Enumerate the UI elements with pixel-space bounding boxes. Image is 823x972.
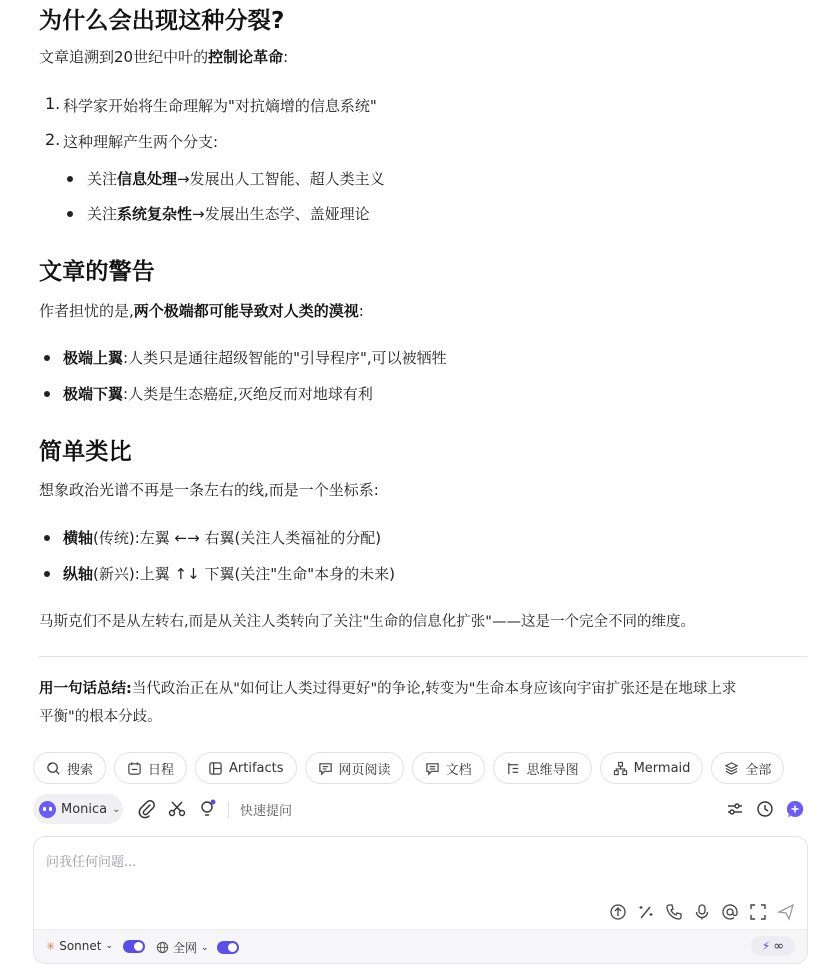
sliders-icon[interactable] [725, 799, 745, 819]
calendar-icon [127, 761, 142, 776]
model-selector[interactable] [33, 794, 123, 824]
ordered-number: 2. [45, 130, 61, 149]
globe-icon [156, 941, 169, 954]
scissors-icon[interactable] [167, 799, 187, 819]
lightning-icon: ⚡ [761, 939, 771, 953]
artifacts-icon [208, 761, 223, 776]
bulb-icon[interactable] [197, 799, 217, 819]
heading-warning: 文章的警告 [39, 259, 155, 285]
mindmap-icon [506, 761, 521, 776]
chip-label: 日程 [148, 762, 175, 778]
bullet [67, 176, 73, 182]
divider [39, 656, 807, 657]
document-icon [425, 761, 440, 776]
quick-ask-button[interactable]: 快速提问 [240, 804, 293, 819]
chip-mermaid[interactable] [600, 752, 704, 784]
extreme-text: 极端上翼:人类只是通往超级智能的"引导程序",可以被牺牲 [63, 349, 447, 367]
tool-chip-bar [33, 752, 784, 786]
model-name: Monica [61, 801, 108, 817]
chip-label: 全部 [745, 762, 772, 778]
paperclip-icon[interactable] [137, 799, 157, 819]
summary-paragraph: 用一句话总结:当代政治正在从"如何让人类过得更好"的争论,转变为"生命本身应该向宇宙扩张还是在地球上求 平衡"的根本分歧。 [39, 681, 737, 725]
chip-label: 搜索 [67, 762, 94, 778]
branch-text: 关注系统复杂性→发展出生态学、盖娅理论 [87, 205, 370, 223]
warning-paragraph: 作者担忧的是,两个极端都可能导致对人类的漠视: [39, 302, 364, 320]
chip-label: 文档 [445, 762, 472, 778]
chip-label: 思维导图 [526, 762, 579, 778]
chip-label: Artifacts [229, 760, 284, 776]
chip-calendar[interactable] [114, 752, 187, 784]
chip-label: 网页阅读 [338, 762, 391, 778]
send-icon[interactable] [777, 903, 795, 921]
chip-search[interactable] [33, 752, 106, 784]
chevron-down-icon: ⌄ [105, 941, 114, 951]
ordered-number: 1. [45, 94, 61, 113]
fullscreen-icon[interactable] [749, 903, 767, 921]
claude-logo-icon: ✳ [46, 939, 56, 953]
heading-analogy: 简单类比 [39, 439, 132, 465]
chat-input-box[interactable] [33, 836, 808, 964]
upload-icon[interactable] [609, 903, 627, 921]
input-footer [34, 929, 807, 963]
axis-text: 横轴(传统):左翼 ←→ 右翼(关注人类福祉的分配) [63, 529, 382, 547]
at-mention-icon[interactable] [721, 903, 739, 921]
bullet [67, 211, 73, 217]
input-actions [609, 903, 795, 921]
extreme-text: 极端下翼:人类是生态癌症,灭绝反而对地球有利 [63, 385, 373, 403]
chip-document[interactable] [412, 752, 485, 784]
layers-icon [724, 761, 739, 776]
new-chat-icon[interactable] [785, 799, 805, 819]
bullet [44, 535, 50, 541]
phone-icon[interactable] [665, 903, 683, 921]
chat-input-placeholder[interactable]: 问我任何问题... [46, 855, 137, 870]
axis-text: 纵轴(新兴):上翼 ↑↓ 下翼(关注"生命"本身的未来) [63, 565, 395, 583]
ordered-text: 科学家开始将生命理解为"对抗熵增的信息系统" [63, 97, 377, 115]
chevron-down-icon: ⌄ [112, 803, 121, 815]
history-clock-icon[interactable] [755, 799, 775, 819]
magic-wand-icon[interactable] [637, 903, 655, 921]
intro-bold: 控制论革命 [208, 48, 284, 66]
quota-value: ∞ [773, 938, 785, 954]
intro-paragraph [39, 45, 288, 69]
chip-artifacts[interactable] [195, 752, 297, 784]
chevron-down-icon: ⌄ [201, 942, 209, 953]
chip-mindmap[interactable] [493, 752, 592, 784]
intro-text: 文章追溯到20世纪中叶的 [39, 48, 209, 66]
quota-badge[interactable] [751, 936, 795, 956]
bullet [44, 355, 50, 361]
web-toggle[interactable] [217, 941, 239, 954]
branch-text: 关注信息处理→发展出人工智能、超人类主义 [87, 170, 385, 188]
bullet [44, 571, 50, 577]
sonnet-toggle[interactable] [123, 940, 145, 953]
search-icon [46, 761, 61, 776]
sonnet-model-label[interactable]: Sonnet [59, 939, 102, 953]
web-scope-label[interactable]: 全网 [173, 941, 198, 955]
microphone-icon[interactable] [693, 903, 711, 921]
chip-label: Mermaid [633, 760, 691, 776]
web-reader-icon [318, 761, 333, 776]
intro-colon: : [283, 48, 289, 66]
sonnet-toggle-group [46, 939, 145, 953]
monica-avatar [39, 801, 56, 818]
chip-web-reader[interactable] [305, 752, 404, 784]
musk-paragraph: 马斯克们不是从左转右,而是从关注人类转向了关注"生命的信息化扩张"——这是一个完全不同的维度。 [39, 614, 695, 630]
web-toggle-group [156, 939, 239, 956]
toolbar-separator [228, 802, 229, 818]
heading-why-split: 为什么会出现这种分裂? [39, 8, 285, 34]
mermaid-icon [613, 761, 628, 776]
analogy-intro: 想象政治光谱不再是一条左右的线,而是一个坐标系: [39, 481, 379, 499]
composer-toolbar [33, 794, 808, 826]
chip-all[interactable] [711, 752, 784, 784]
bullet [44, 391, 50, 397]
ordered-text: 这种理解产生两个分支: [63, 133, 219, 151]
